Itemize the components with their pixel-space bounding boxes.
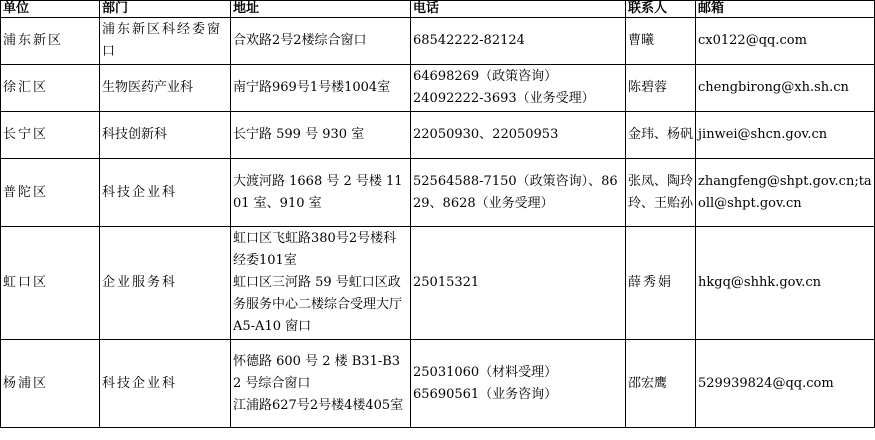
cell-address [231, 227, 411, 340]
address-line: 长宁路 599 号 930 室 [233, 127, 365, 142]
cell-email: zhangfeng@shpt.gov.cn;taoll@shpt.gov.cn [696, 159, 875, 227]
cell-contact: 薛秀娟 [626, 227, 696, 340]
cell-unit: 虹口区 [1, 227, 100, 340]
address-line: 虹口区三河路 59 号虹口区政务服务中心二楼综合受理大厅 A5-A10 窗口 [233, 275, 403, 334]
header-address: 地址 [231, 1, 411, 18]
phone-line: 25015321 [413, 275, 480, 290]
address-line: 江浦路627号2号楼4楼405室 [233, 397, 404, 413]
address-line: 怀德路 600 号 2 楼 B31-B32 号综合窗口 [233, 353, 401, 391]
phone-line: 25031060（材料受理） [413, 364, 558, 380]
cell-dept: 科技创新科 [100, 112, 231, 159]
address-line: 大渡河路 1668 号 2 号楼 1101 室、910 室 [233, 173, 403, 211]
cell-dept: 浦东新区科经委窗口 [100, 18, 231, 65]
cell-phone [411, 18, 626, 65]
cell-contact: 陈碧蓉 [626, 65, 696, 112]
cell-email: cx0122@qq.com [696, 18, 875, 65]
cell-address [231, 18, 411, 65]
cell-email: 529939824@qq.com [696, 340, 875, 428]
table-row [1, 112, 875, 159]
cell-contact: 曹曦 [626, 18, 696, 65]
header-contact: 联系人 [626, 1, 696, 18]
cell-dept: 生物医药产业科 [100, 65, 231, 112]
header-phone: 电话 [411, 1, 626, 18]
phone-line: 65690561（业务咨询） [413, 386, 558, 402]
header-row [1, 1, 875, 18]
cell-address [231, 340, 411, 428]
cell-address [231, 159, 411, 227]
cell-address [231, 112, 411, 159]
cell-dept: 科技企业科 [100, 159, 231, 227]
table-row [1, 227, 875, 340]
cell-contact: 金玮、杨矾 [626, 112, 696, 159]
cell-phone [411, 159, 626, 227]
table-row [1, 65, 875, 112]
cell-contact: 邵宏鹰 [626, 340, 696, 428]
cell-dept: 企业服务科 [100, 227, 231, 340]
address-line: 合欢路2号2楼综合窗口 [233, 33, 367, 48]
phone-line: 22050930、22050953 [413, 127, 559, 142]
cell-address [231, 65, 411, 112]
cell-unit: 普陀区 [1, 159, 100, 227]
header-dept: 部门 [100, 1, 231, 18]
cell-email: hkgq@shhk.gov.cn [696, 227, 875, 340]
cell-phone [411, 340, 626, 428]
phone-line: 64698269（政策咨询） [413, 69, 558, 84]
table-row [1, 159, 875, 227]
cell-unit: 杨浦区 [1, 340, 100, 428]
cell-unit: 浦东新区 [1, 18, 100, 65]
cell-email: chengbirong@xh.sh.cn [696, 65, 875, 112]
phone-line: 52564588-7150（政策咨询）、8629、8628（业务受理） [413, 173, 618, 211]
table-row [1, 18, 875, 65]
cell-dept: 科技企业科 [100, 340, 231, 428]
header-email: 邮箱 [696, 1, 875, 18]
cell-contact: 张凤、陶玲玲、王贻孙 [626, 159, 696, 227]
phone-line: 68542222-82124 [413, 33, 525, 48]
cell-phone [411, 227, 626, 340]
cell-phone [411, 65, 626, 112]
header-unit: 单位 [1, 1, 100, 18]
table-row [1, 340, 875, 428]
phone-line: 24092222-3693（业务受理） [413, 91, 595, 106]
address-line: 南宁路969号1号楼1004室 [233, 80, 391, 95]
cell-unit: 长宁区 [1, 112, 100, 159]
cell-phone [411, 112, 626, 159]
address-line: 虹口区飞虹路380号2号楼科经委101室 [233, 231, 397, 268]
cell-unit: 徐汇区 [1, 65, 100, 112]
cell-email: jinwei@shcn.gov.cn [696, 112, 875, 159]
